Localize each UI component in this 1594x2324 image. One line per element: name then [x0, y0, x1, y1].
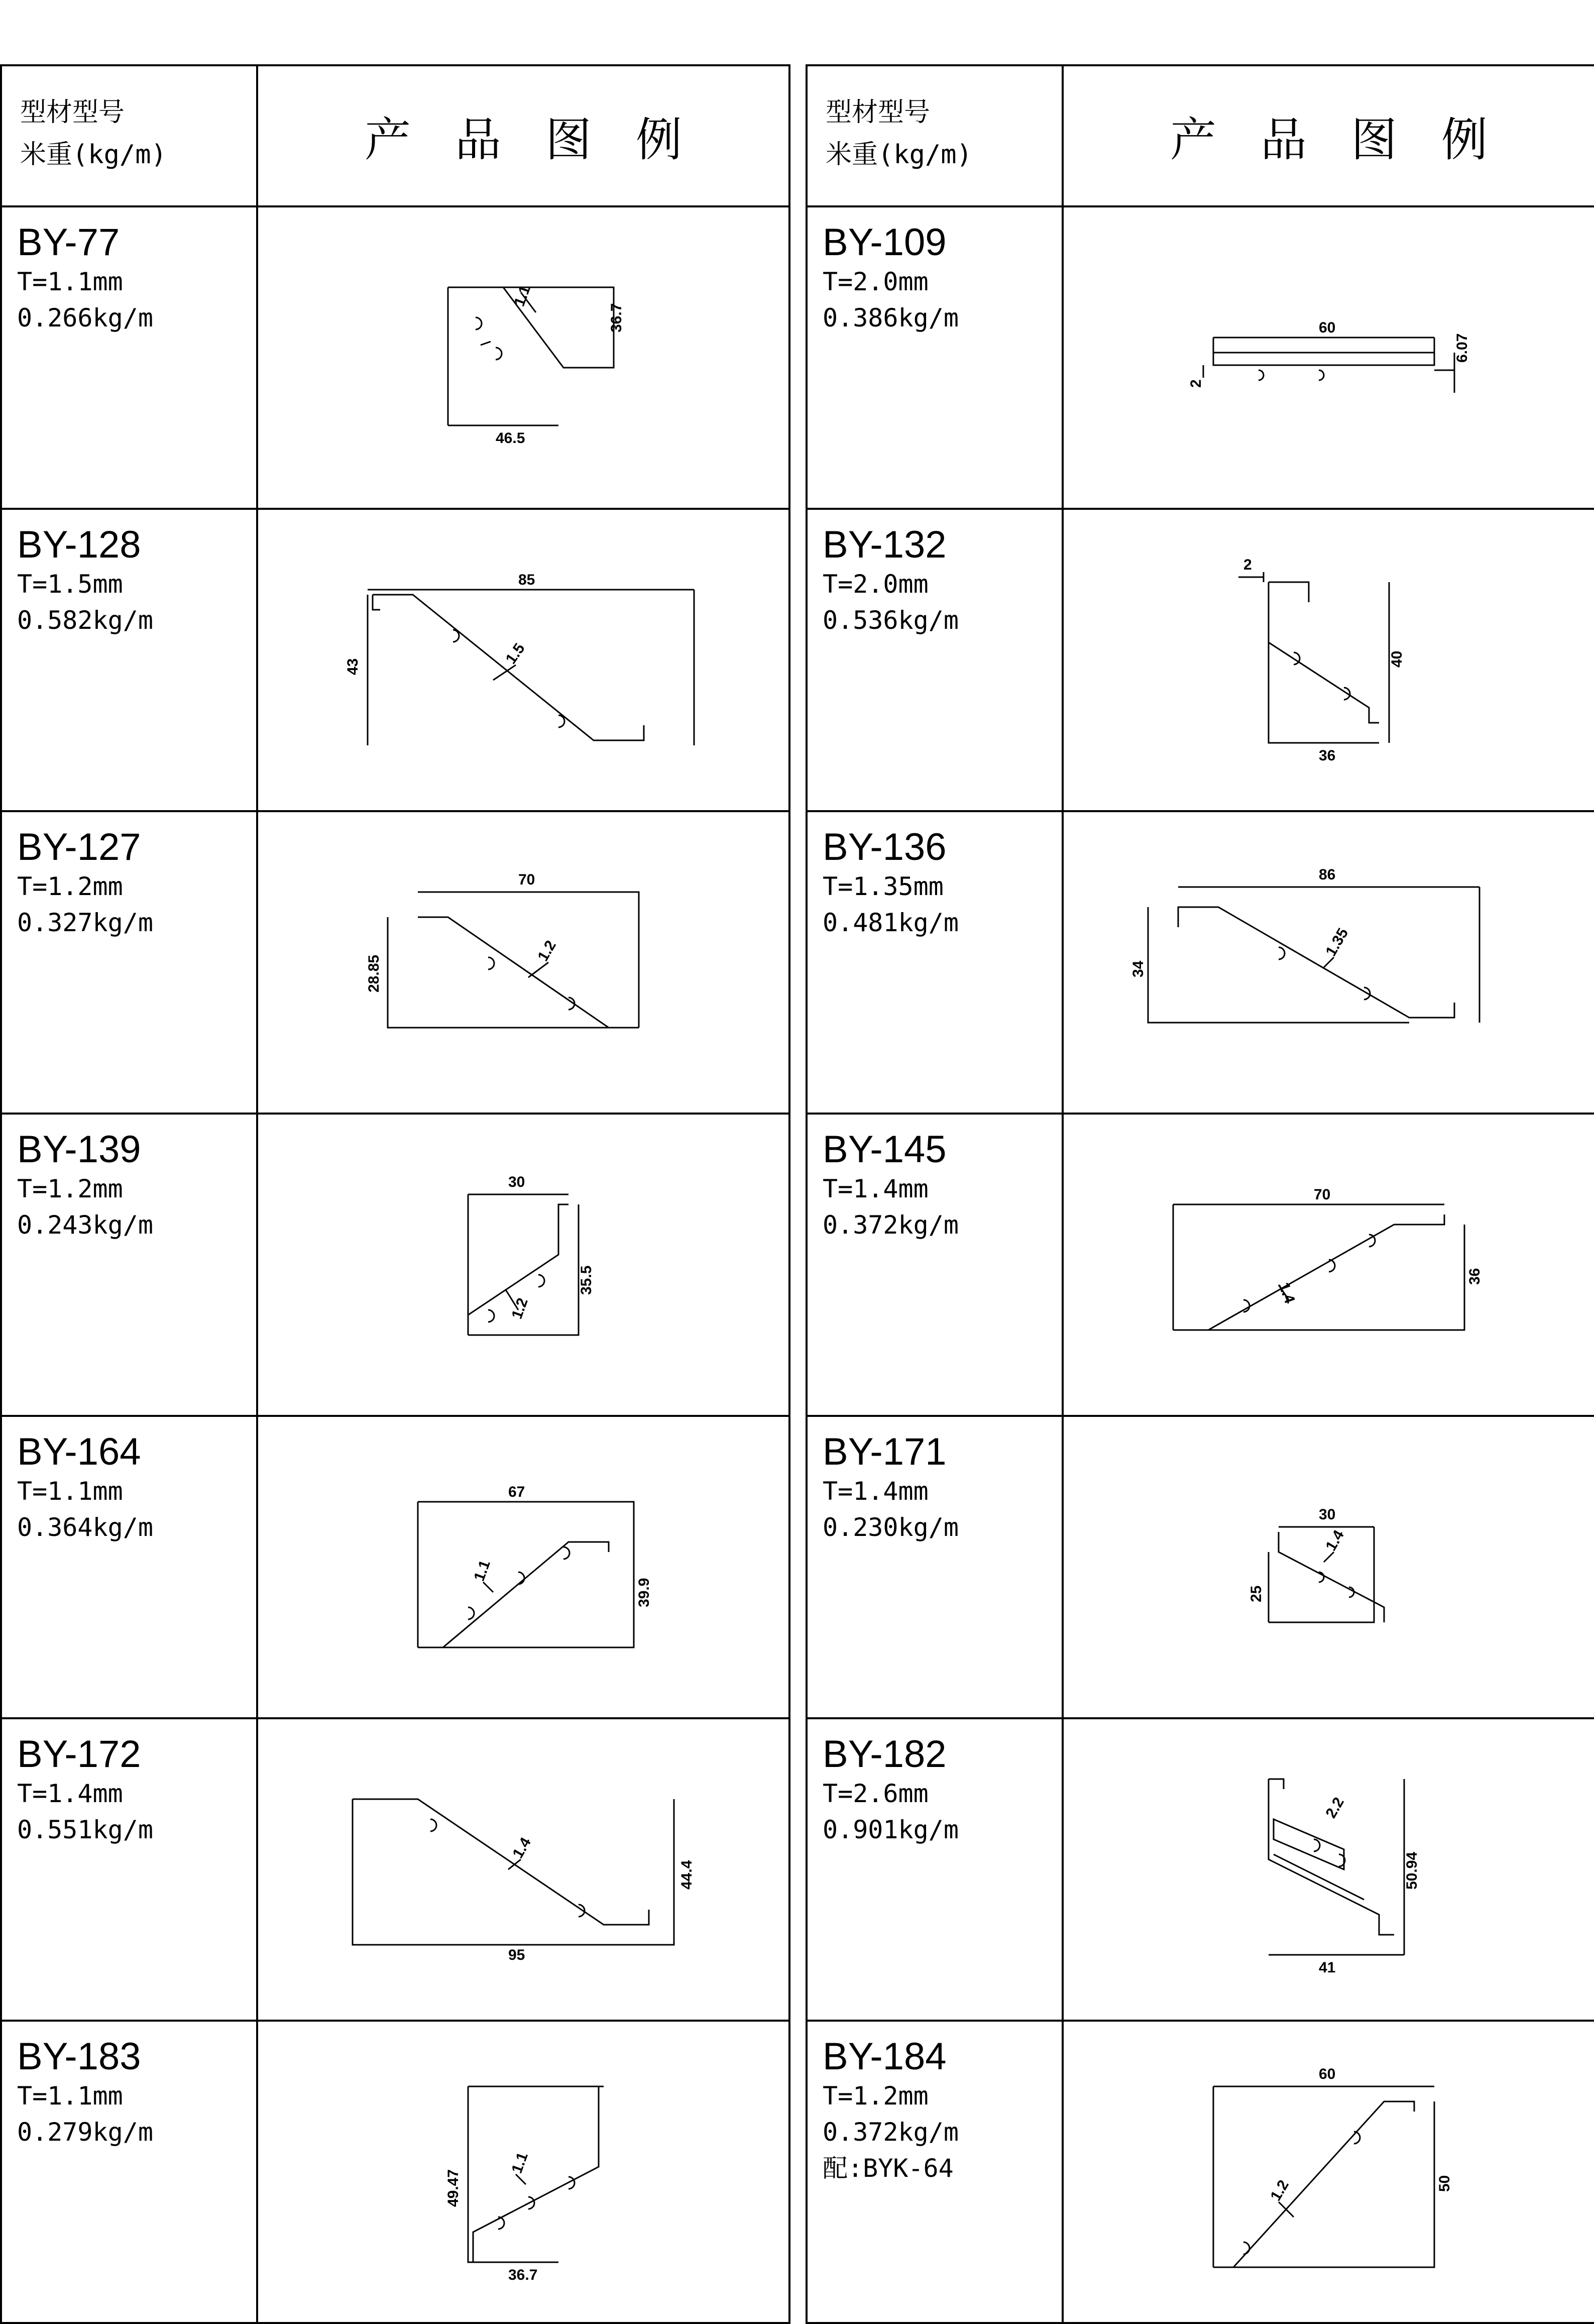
accessory-note: 配:BYK-64: [823, 2154, 954, 2183]
profile-row: [807, 1416, 1594, 1718]
dim-width: 41: [1319, 1959, 1336, 1976]
profile-outline: [1178, 907, 1454, 1018]
thickness: T=2.6mm: [823, 1779, 929, 1808]
dim-height: 50: [1436, 2175, 1453, 2192]
profile-drawing: [383, 2051, 664, 2292]
profile-outline: [473, 2086, 599, 2262]
profile-drawing-cell: [1063, 1416, 1594, 1718]
dim-thickness: 1.2: [534, 937, 559, 964]
profile-drawing-cell: [257, 1718, 789, 2021]
meter-weight: 0.372kg/m: [823, 1210, 959, 1240]
dim-thickness: 1.2: [1267, 2177, 1292, 2204]
dim-thickness: 1.4: [1322, 1527, 1347, 1554]
header-row: [807, 65, 1594, 206]
profile-drawing-cell: [257, 1114, 789, 1416]
dim-width: 70: [1314, 1186, 1331, 1203]
profile-drawing: [1208, 542, 1449, 778]
meter-weight: 0.372kg/m: [823, 2118, 959, 2147]
dim-width: 60: [1319, 319, 1336, 336]
profile-row: [807, 811, 1594, 1114]
profile-row: [1, 811, 789, 1114]
model-number: BY-127: [17, 826, 141, 868]
dim-height: 28.85: [366, 954, 382, 992]
profile-info: [1, 509, 257, 811]
model-number: BY-184: [823, 2035, 947, 2078]
profile-drawing-cell: [1063, 1718, 1594, 2021]
thickness: T=1.5mm: [17, 570, 123, 599]
meter-weight: 0.536kg/m: [823, 606, 959, 635]
thickness: T=1.2mm: [823, 2081, 929, 2111]
meter-weight: 0.551kg/m: [17, 1815, 153, 1844]
profile-row: [807, 2021, 1594, 2323]
model-number: BY-171: [823, 1430, 947, 1473]
profile-outline: [1173, 1214, 1444, 1330]
profile-drawing: [1223, 1487, 1434, 1647]
thickness: T=1.1mm: [17, 267, 123, 296]
profile-outline: [353, 1799, 649, 1925]
model-number: BY-183: [17, 2035, 141, 2078]
dim-thickness: 2.2: [1322, 1794, 1347, 1821]
dim-height: 6.07: [1454, 333, 1470, 363]
header-label-line2: 米重(kg/m): [826, 140, 972, 170]
header-label-line2: 米重(kg/m): [20, 140, 167, 170]
profile-info: [807, 1114, 1063, 1416]
profile-info: [807, 2021, 1063, 2323]
meter-weight: 0.230kg/m: [823, 1513, 959, 1542]
model-number: BY-136: [823, 826, 947, 868]
thickness: T=1.4mm: [823, 1174, 929, 1203]
profile-info: [1, 206, 257, 509]
dim-height: 25: [1248, 1585, 1265, 1602]
profile-drawing-cell: [257, 509, 789, 811]
dim-width: 36.7: [508, 2267, 538, 2283]
dim-height: 36: [1466, 1268, 1483, 1285]
meter-weight: 0.386kg/m: [823, 303, 959, 333]
dim-thickness: 1.2: [508, 1295, 531, 1321]
profile-row: [807, 1718, 1594, 2021]
profile-row: [1, 1114, 789, 1416]
meter-weight: 0.901kg/m: [823, 1815, 959, 1844]
profile-outline: [418, 1542, 609, 1647]
profile-info: [1, 1416, 257, 1718]
profile-info: [1, 1114, 257, 1416]
profile-drawing: [1128, 857, 1530, 1068]
profile-outline: [1213, 353, 1434, 365]
model-number: BY-145: [823, 1128, 947, 1171]
header-title: 产品图例: [1063, 65, 1594, 206]
profile-row: [1, 206, 789, 509]
dim-thickness: 1.4: [1275, 1280, 1298, 1306]
profile-drawing: [1133, 1159, 1525, 1370]
profile-drawing-cell: [257, 206, 789, 509]
header-label-line1: 型材型号: [20, 97, 125, 128]
header-label-cell: [1, 65, 257, 206]
profile-drawing-cell: [1063, 509, 1594, 811]
dim-height: 34: [1130, 960, 1147, 977]
profile-drawing-cell: [1063, 2021, 1594, 2323]
dim-height: 36.7: [608, 303, 625, 333]
profile-info: [807, 1718, 1063, 2021]
profile-drawing: [348, 862, 699, 1063]
dim-height: 49.47: [445, 2169, 462, 2207]
profile-row: [1, 2021, 789, 2323]
model-number: BY-77: [17, 221, 120, 264]
dim-height: 40: [1389, 650, 1405, 668]
profile-info: [1, 2021, 257, 2323]
profile-row: [1, 1416, 789, 1718]
dim-width: 30: [508, 1174, 525, 1190]
model-number: BY-172: [17, 1733, 141, 1776]
dim-height: 43: [345, 658, 361, 675]
profile-drawing-cell: [1063, 811, 1594, 1114]
profile-row: [807, 1114, 1594, 1416]
profile-row: [807, 509, 1594, 811]
profile-info: [1, 1718, 257, 2021]
profile-drawing: [368, 1457, 679, 1678]
header-label-line1: 型材型号: [826, 97, 931, 128]
thickness: T=1.2mm: [17, 872, 123, 901]
profile-drawing: [322, 555, 724, 765]
model-number: BY-164: [17, 1430, 141, 1473]
profile-row: [1, 1718, 789, 2021]
dim-thickness: 1.4: [509, 1834, 534, 1861]
meter-weight: 0.279kg/m: [17, 2118, 153, 2147]
dim-width: 60: [1319, 2066, 1336, 2082]
dim-height: 44.4: [678, 1860, 695, 1890]
header-row: [1, 65, 789, 206]
dim-height: 50.94: [1404, 1851, 1420, 1890]
thickness: T=1.1mm: [17, 1477, 123, 1506]
profile-drawing: [322, 1759, 724, 1980]
meter-weight: 0.582kg/m: [17, 606, 153, 635]
dim-width: 86: [1319, 866, 1336, 883]
profile-info: [807, 206, 1063, 509]
profile-drawing: [373, 252, 674, 463]
profile-outline: [418, 917, 639, 1028]
meter-weight: 0.327kg/m: [17, 908, 153, 937]
dim-thickness: 1.5: [502, 640, 528, 668]
model-number: BY-139: [17, 1128, 141, 1171]
thickness: T=2.0mm: [823, 570, 929, 599]
dim-thickness: 1.1: [511, 283, 534, 309]
dim-width: 85: [518, 572, 535, 588]
header-title: 产品图例: [257, 65, 789, 206]
model-number: BY-109: [823, 221, 947, 264]
dim-width: 36: [1319, 747, 1336, 764]
profile-drawing-cell: [257, 2021, 789, 2323]
thickness: T=1.35mm: [823, 872, 944, 901]
dim-width: 95: [508, 1947, 525, 1963]
catalog-table-left: [0, 64, 790, 2324]
profile-drawing-cell: [257, 811, 789, 1114]
profile-info: [807, 509, 1063, 811]
dim-width: 67: [508, 1484, 525, 1500]
profile-drawing: [1153, 2051, 1505, 2292]
profile-drawing-cell: [257, 1416, 789, 1718]
meter-weight: 0.481kg/m: [823, 908, 959, 937]
profile-drawing: [1153, 282, 1505, 433]
profile-outline: [373, 595, 644, 740]
profile-info: [807, 811, 1063, 1114]
dim-lip: 2: [1243, 557, 1252, 573]
dim-thickness: 2: [1188, 379, 1204, 388]
profile-drawing: [418, 1164, 629, 1365]
header-label-cell: [807, 65, 1063, 206]
model-number: BY-128: [17, 523, 141, 566]
dim-width: 46.5: [496, 430, 525, 447]
meter-weight: 0.243kg/m: [17, 1210, 153, 1240]
profile-drawing: [1213, 1749, 1444, 1990]
dim-thickness: 1.1: [471, 1558, 494, 1584]
dim-width: 70: [518, 871, 535, 888]
model-number: BY-132: [823, 523, 947, 566]
profile-row: [807, 206, 1594, 509]
meter-weight: 0.364kg/m: [17, 1513, 153, 1542]
profile-info: [1, 811, 257, 1114]
thickness: T=1.1mm: [17, 2081, 123, 2111]
thickness: T=1.2mm: [17, 1174, 123, 1203]
profile-drawing-cell: [1063, 1114, 1594, 1416]
thickness: T=1.4mm: [823, 1477, 929, 1506]
catalog-table-right: [806, 64, 1594, 2324]
dim-thickness: 1.35: [1322, 925, 1352, 959]
thickness: T=2.0mm: [823, 267, 929, 296]
thickness: T=1.4mm: [17, 1779, 123, 1808]
profile-info: [807, 1416, 1063, 1718]
model-number: BY-182: [823, 1733, 947, 1776]
dim-thickness: 1.1: [508, 2150, 531, 2176]
profile-outline: [1269, 582, 1379, 723]
dim-width: 30: [1319, 1506, 1336, 1523]
profile-row: [1, 509, 789, 811]
dim-height: 39.9: [636, 1578, 652, 1607]
dim-height: 35.5: [578, 1265, 595, 1295]
profile-drawing-cell: [1063, 206, 1594, 509]
meter-weight: 0.266kg/m: [17, 303, 153, 333]
